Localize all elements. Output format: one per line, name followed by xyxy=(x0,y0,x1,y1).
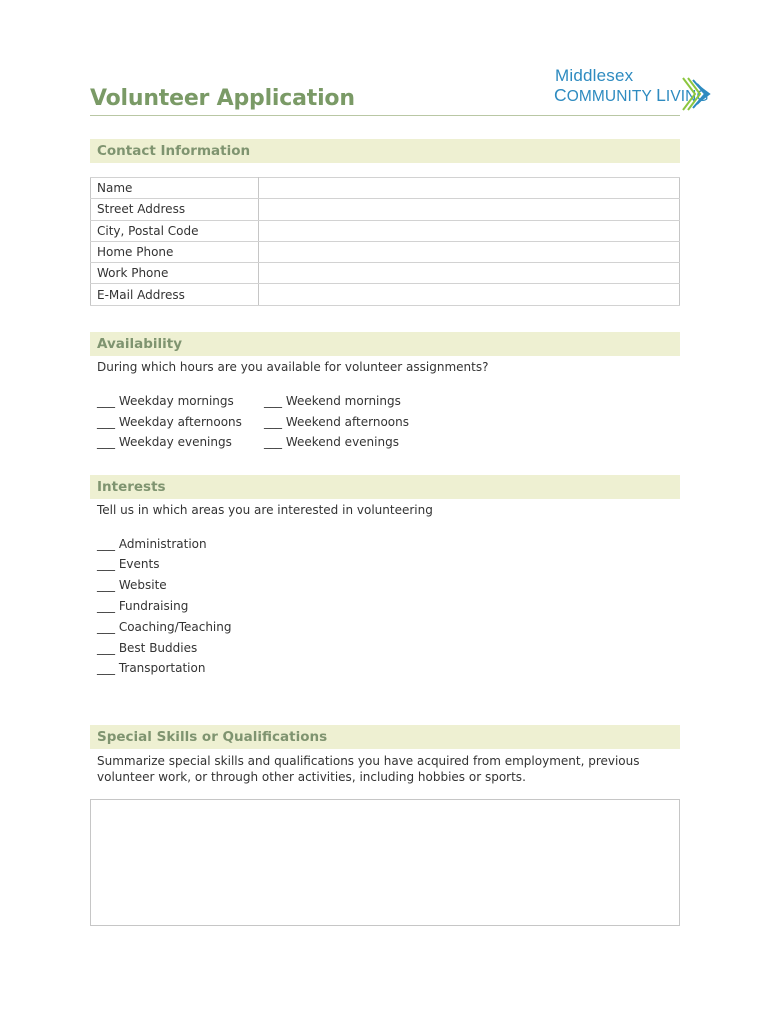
logo-word-ommunity: OMMUNITY xyxy=(566,88,657,105)
section-title-contact: Contact Information xyxy=(97,143,251,159)
field-label-home-phone: Home Phone xyxy=(91,241,259,262)
table-row xyxy=(91,178,680,199)
logo-initial-l: L xyxy=(656,85,666,105)
section-title-skills: Special Skills or Qualifications xyxy=(97,729,328,745)
option-website[interactable]: ___ Website xyxy=(97,578,167,592)
section-header-skills xyxy=(90,725,680,749)
option-weekend-afternoons[interactable]: ___ Weekend afternoons xyxy=(264,415,410,429)
interests-question: Tell us in which areas you are interested in volunteering xyxy=(97,503,433,517)
section-title-availability: Availability xyxy=(97,336,183,352)
field-label-work-phone: Work Phone xyxy=(91,263,259,284)
table-row xyxy=(91,241,680,262)
section-header-contact xyxy=(90,139,680,163)
option-administration[interactable]: ___ Administration xyxy=(97,537,207,551)
field-label-name: Name xyxy=(91,178,259,199)
table-row xyxy=(91,199,680,220)
option-weekend-mornings[interactable]: ___ Weekend mornings xyxy=(264,394,401,408)
home-phone-field[interactable] xyxy=(259,241,680,262)
chevron-stripes-icon xyxy=(681,76,711,112)
section-title-interests: Interests xyxy=(97,479,166,495)
option-transportation[interactable]: ___ Transportation xyxy=(97,661,206,675)
availability-question: During which hours are you available for volunteer assignments? xyxy=(97,360,489,374)
name-field[interactable] xyxy=(259,178,680,199)
organization-logo xyxy=(553,66,713,112)
table-row xyxy=(91,284,680,305)
option-weekday-evenings[interactable]: ___ Weekday evenings xyxy=(97,435,232,449)
option-weekday-afternoons[interactable]: ___ Weekday afternoons xyxy=(97,415,242,429)
option-weekend-evenings[interactable]: ___ Weekend evenings xyxy=(264,435,399,449)
title-divider xyxy=(90,115,680,116)
option-coaching-teaching[interactable]: ___ Coaching/Teaching xyxy=(97,620,232,634)
city-postal-code-field[interactable] xyxy=(259,220,680,241)
table-row xyxy=(91,263,680,284)
email-address-field[interactable] xyxy=(259,284,680,305)
skills-description: Summarize special skills and qualifications you have acquired from employment, previous volunteer work, or through other activities, including hobbies or sports. xyxy=(97,754,640,784)
logo-word-iving: IVING xyxy=(665,88,709,105)
table-row xyxy=(91,220,680,241)
page-title: Volunteer Application xyxy=(90,86,355,111)
option-weekday-mornings[interactable]: ___ Weekday mornings xyxy=(97,394,234,408)
section-header-interests xyxy=(90,475,680,499)
option-fundraising[interactable]: ___ Fundraising xyxy=(97,599,189,613)
skills-textarea[interactable] xyxy=(90,799,680,926)
field-label-email-address: E-Mail Address xyxy=(91,284,259,305)
section-header-availability xyxy=(90,332,680,356)
field-label-street-address: Street Address xyxy=(91,199,259,220)
field-label-city-postal-code: City, Postal Code xyxy=(91,220,259,241)
option-events[interactable]: ___ Events xyxy=(97,557,160,571)
street-address-field[interactable] xyxy=(259,199,680,220)
logo-text-middlesex: Middlesex xyxy=(555,66,634,85)
logo-initial-c: C xyxy=(554,85,567,105)
contact-info-table xyxy=(90,177,680,306)
work-phone-field[interactable] xyxy=(259,263,680,284)
option-best-buddies[interactable]: ___ Best Buddies xyxy=(97,641,198,655)
